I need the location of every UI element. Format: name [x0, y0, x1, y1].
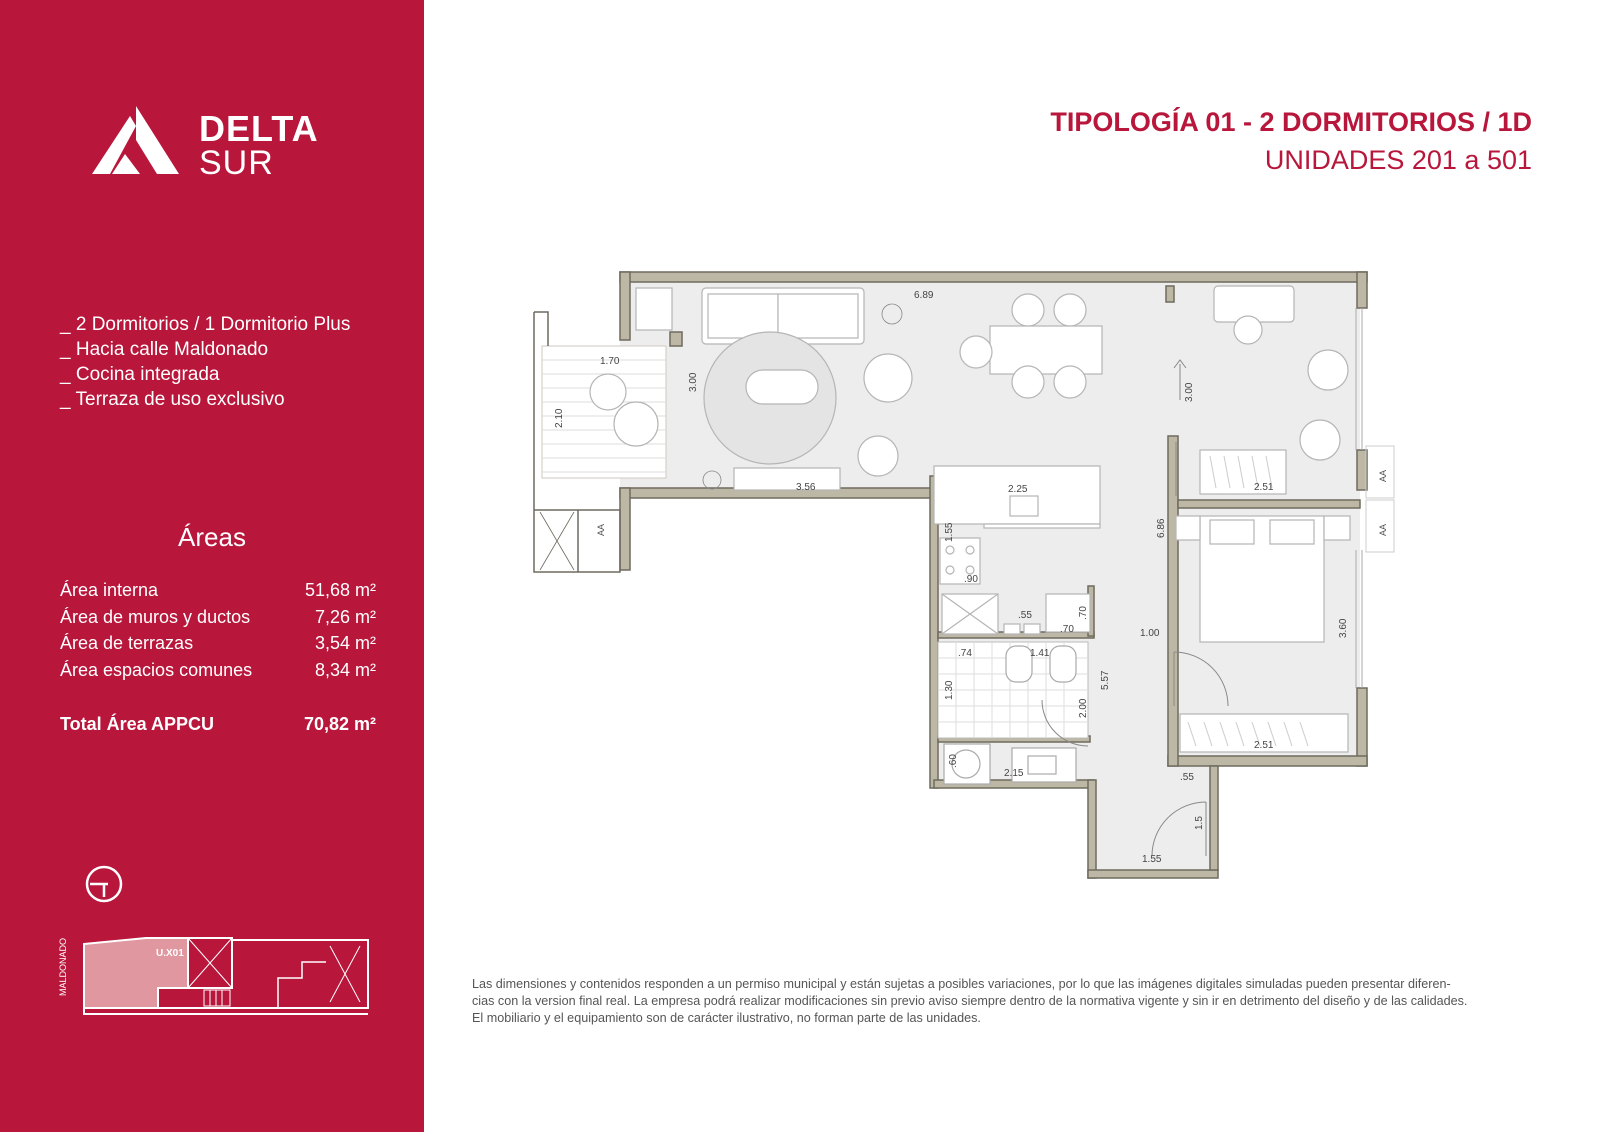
dimension-label: 1.55: [1142, 854, 1162, 865]
area-value: 8,34 m²: [314, 659, 376, 680]
site-plan-unit-label: U.X01: [156, 948, 184, 959]
dimension-label: 5.57: [1100, 670, 1111, 690]
dimension-label: .60: [948, 754, 959, 768]
feature-item: _ Terraza de uso exclusivo: [60, 389, 285, 410]
dimension-label: 3.00: [1184, 382, 1195, 402]
dimension-label: 1.30: [944, 680, 955, 700]
compass-icon: [84, 864, 124, 904]
feature-list: [60, 312, 350, 412]
dimension-label: 2.51: [1254, 482, 1274, 493]
area-label: Área interna: [60, 580, 159, 600]
area-row: [60, 633, 376, 660]
area-label: Área espacios comunes: [60, 659, 253, 680]
disclaimer-line: Las dimensiones y contenidos responden a un permiso municipal y están sujetas a posibles variaciones, por lo que las imágenes digitales simuladas pueden presentar diferen-: [472, 977, 1451, 991]
dimension-label: .55: [1018, 610, 1032, 621]
dimension-label: 2.15: [1004, 768, 1024, 779]
dimension-label: 6.89: [914, 290, 934, 301]
area-label: Área de terrazas: [60, 633, 194, 653]
area-total-row: [60, 714, 376, 740]
dimension-label: 1.70: [600, 356, 620, 367]
dimension-label: .74: [958, 648, 972, 659]
dimension-label: .55: [1180, 772, 1194, 783]
feature-item: _ Hacia calle Maldonado: [60, 339, 269, 360]
dimension-label: 3.56: [796, 482, 816, 493]
area-row: [60, 660, 376, 687]
feature-item: _ Cocina integrada: [60, 364, 220, 385]
logo-word-delta: DELTA: [199, 108, 319, 149]
ac-label: AA: [1378, 523, 1388, 536]
dimension-label: 2.25: [1008, 484, 1028, 495]
ac-label: AA: [1378, 469, 1388, 482]
bathroom: [938, 642, 1088, 784]
dimension-label: 6.86: [1156, 518, 1167, 538]
area-label: Área de muros y ductos: [60, 606, 251, 627]
dimension-label: .70: [1078, 606, 1089, 620]
disclaimer-line: El mobiliario y el equipamiento son de carácter ilustrativo, no forman parte de las unidades.: [472, 1011, 981, 1025]
dimension-label: 2.00: [1078, 698, 1089, 718]
info-sidebar: [0, 0, 424, 1132]
typology-title: TIPOLOGÍA 01 - 2 DORMITORIOS / 1D: [1050, 107, 1532, 137]
delta-sur-logo: [92, 104, 332, 184]
areas-title: Áreas: [178, 522, 246, 552]
area-value: 7,26 m²: [314, 606, 376, 627]
dimension-label: 1.5: [1194, 816, 1205, 830]
dimension-label: 1.55: [944, 522, 955, 542]
areas-table: [60, 580, 376, 686]
feature-item: _ 2 Dormitorios / 1 Dormitorio Plus: [60, 314, 351, 335]
dimension-label: 3.00: [688, 372, 699, 392]
disclaimer-line: cias con la version final real. La empresa podrá realizar modificaciones sin previo aviso siempre dentro de la normativa vigente y sin ir en detrimento del diseño y de las calidades.: [472, 994, 1468, 1008]
dimension-label: 2.10: [554, 408, 565, 428]
dimension-label: .70: [1060, 624, 1074, 635]
ac-label: AA: [596, 523, 606, 536]
logo-triangle-icon: [92, 104, 184, 176]
area-row: [60, 580, 376, 607]
area-value: 51,68 m²: [304, 580, 376, 600]
logo-word-sur: SUR: [199, 144, 274, 182]
typology-units: UNIDADES 201 a 501: [1264, 145, 1532, 175]
dimension-label: 2.51: [1254, 740, 1274, 751]
dimension-label: 3.60: [1338, 618, 1349, 638]
area-row: [60, 607, 376, 634]
area-value: 3,54 m²: [314, 633, 376, 653]
site-location-plan: [56, 932, 376, 1032]
dimension-label: .90: [964, 574, 978, 585]
floor-plan: [520, 260, 1420, 900]
area-total-label: Total Área APPCU: [60, 714, 215, 734]
area-total-value: 70,82 m²: [303, 714, 376, 734]
dimension-label: 1.00: [1140, 628, 1160, 639]
dimension-label: 1.41: [1030, 648, 1050, 659]
typology-heading: [1050, 104, 1532, 180]
legal-disclaimer: [472, 976, 1536, 1027]
site-plan-street-label: MALDONADO: [58, 937, 68, 996]
